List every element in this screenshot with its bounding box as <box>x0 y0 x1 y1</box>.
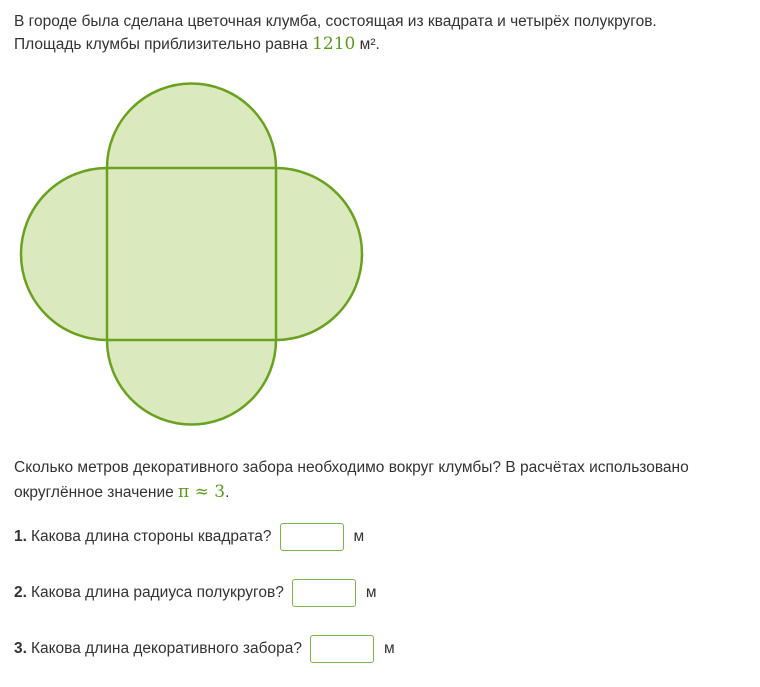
question-item-1 <box>14 521 364 553</box>
intro-line-1: В городе была сделана цветочная клумба, состоящая из квадрата и четырёх полукругов. <box>14 13 657 30</box>
item-label: Какова длина радиуса полукругов? <box>30 584 284 601</box>
unit-label: м <box>365 584 377 601</box>
unit-label: м <box>353 528 365 545</box>
item-label: Какова длина декоративного забора? <box>30 640 303 657</box>
item-number: 3. <box>14 640 27 657</box>
intro-line-2-suffix: м². <box>359 36 380 53</box>
radius-input[interactable] <box>292 579 356 607</box>
item-number: 2. <box>14 584 27 601</box>
problem-statement <box>14 10 749 56</box>
fence-length-input[interactable] <box>310 635 374 663</box>
question-item-3 <box>14 633 395 665</box>
area-value: 1210 <box>312 34 356 54</box>
item-label: Какова длина стороны квадрата? <box>30 528 272 545</box>
flowerbed-shape <box>21 84 362 425</box>
question-prefix: Сколько метров декоративного забора необходимо вокруг клумбы? В расчётах использовано округлённое значение <box>14 459 689 501</box>
pi-approximation: π ≈ 3 <box>178 482 226 502</box>
intro-line-2-prefix: Площадь клумбы приблизительно равна <box>14 36 308 53</box>
side-length-input[interactable] <box>280 523 344 551</box>
question-suffix: . <box>225 484 230 501</box>
flowerbed-figure <box>0 80 390 440</box>
question-item-2 <box>14 577 376 609</box>
unit-label: м <box>384 640 395 657</box>
question-text <box>14 456 754 505</box>
item-number: 1. <box>14 528 27 545</box>
